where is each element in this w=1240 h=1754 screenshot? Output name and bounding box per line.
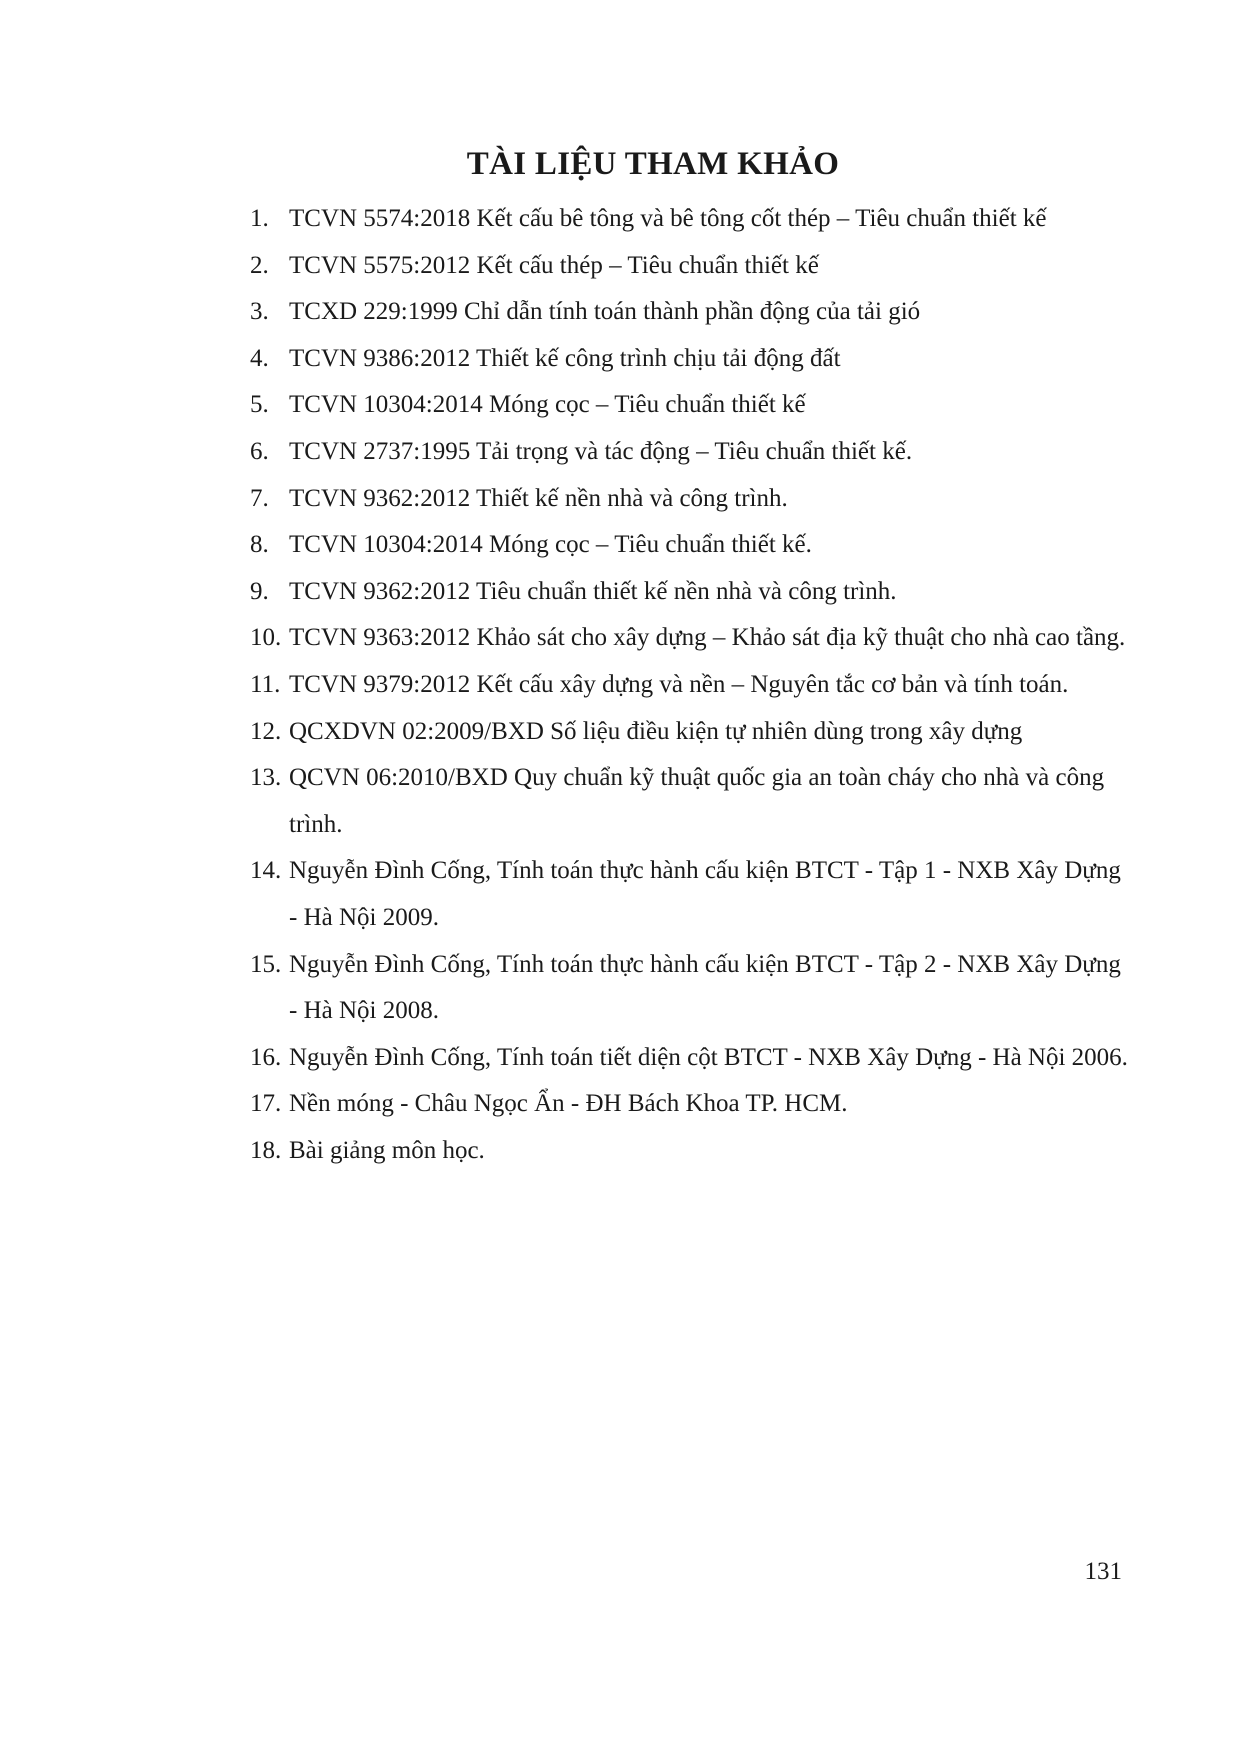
reference-item [250,942,1130,1035]
reference-number: 2. [250,251,269,279]
reference-text: TCVN 10304:2014 Móng cọc – Tiêu chuẩn thiết kế. [289,531,812,559]
reference-item [250,1081,1130,1128]
reference-item [250,522,1130,569]
reference-text: TCVN 5574:2018 Kết cấu bê tông và bê tông cốt thép – Tiêu chuẩn thiết kế [289,205,1047,232]
reference-number: 3. [250,298,269,326]
reference-text: Bài giảng môn học. [289,1136,485,1164]
reference-text: TCVN 5575:2012 Kết cấu thép – Tiêu chuẩn thiết kế [289,251,819,279]
reference-item [250,243,1130,290]
reference-number: 16. [250,1043,282,1071]
reference-number: 10. [250,624,282,652]
reference-number: 7. [250,484,269,512]
reference-text: TCVN 9363:2012 Khảo sát cho xây dựng – Khảo sát địa kỹ thuật cho nhà cao tầng. [289,624,1126,652]
reference-text: TCVN 9362:2012 Tiêu chuẩn thiết kế nền nhà và công trình. [289,577,897,605]
reference-text: Nguyễn Đình Cống, Tính toán thực hành cấu kiện BTCT - Tập 1 - NXB Xây Dựng - Hà Nội 2009. [289,857,1121,931]
reference-item [250,196,1130,243]
reference-text: TCVN 9386:2012 Thiết kế công trình chịu tải động đất [289,344,841,372]
reference-item [250,569,1130,616]
reference-text: Nguyễn Đình Cống, Tính toán thực hành cấu kiện BTCT - Tập 2 - NXB Xây Dựng - Hà Nội 2008. [289,950,1121,1025]
reference-text: TCVN 10304:2014 Móng cọc – Tiêu chuẩn thiết kế [289,391,806,419]
reference-number: 17. [250,1090,282,1118]
reference-item [250,615,1130,662]
reference-item [250,709,1130,756]
reference-number: 9. [250,577,269,605]
reference-number: 6. [250,437,269,465]
reference-number: 11. [250,670,281,698]
reference-number: 4. [250,344,269,372]
reference-item [250,662,1130,709]
reference-number: 14. [250,857,282,885]
reference-number: 12. [250,717,282,745]
reference-number: 15. [250,950,282,978]
reference-item [250,1128,1130,1175]
reference-number: 18. [250,1136,282,1164]
reference-item [250,289,1130,336]
reference-text: TCVN 9379:2012 Kết cấu xây dựng và nền – Nguyên tắc cơ bản và tính toán. [289,670,1069,698]
reference-text: TCVN 2737:1995 Tải trọng và tác động – Tiêu chuẩn thiết kế. [289,437,913,465]
reference-item [250,429,1130,476]
reference-item [250,476,1130,523]
reference-number: 1. [250,205,269,232]
reference-item [250,336,1130,383]
reference-number: 8. [250,531,269,559]
reference-text: TCXD 229:1999 Chỉ dẫn tính toán thành phần động của tải gió [289,298,921,326]
page-title: TÀI LIỆU THAM KHẢO [466,146,840,182]
reference-text: QCVN 06:2010/BXD Quy chuẩn kỹ thuật quốc gia an toàn cháy cho nhà và công trình. [289,764,1105,838]
reference-item [250,382,1130,429]
reference-number: 5. [250,391,269,419]
reference-text: TCVN 9362:2012 Thiết kế nền nhà và công trình. [289,484,788,512]
reference-item [250,848,1130,941]
reference-item [250,755,1130,848]
page-number: 131 [1084,1558,1122,1585]
reference-number: 13. [250,764,282,792]
reference-text: Nguyễn Đình Cống, Tính toán tiết diện cột BTCT - NXB Xây Dựng - Hà Nội 2006. [289,1043,1128,1071]
reference-text: QCXDVN 02:2009/BXD Số liệu điều kiện tự nhiên dùng trong xây dựng [289,717,1023,745]
reference-list [250,196,1130,1174]
reference-item [250,1035,1130,1082]
reference-text: Nền móng - Châu Ngọc Ẩn - ĐH Bách Khoa TP. HCM. [289,1090,848,1118]
